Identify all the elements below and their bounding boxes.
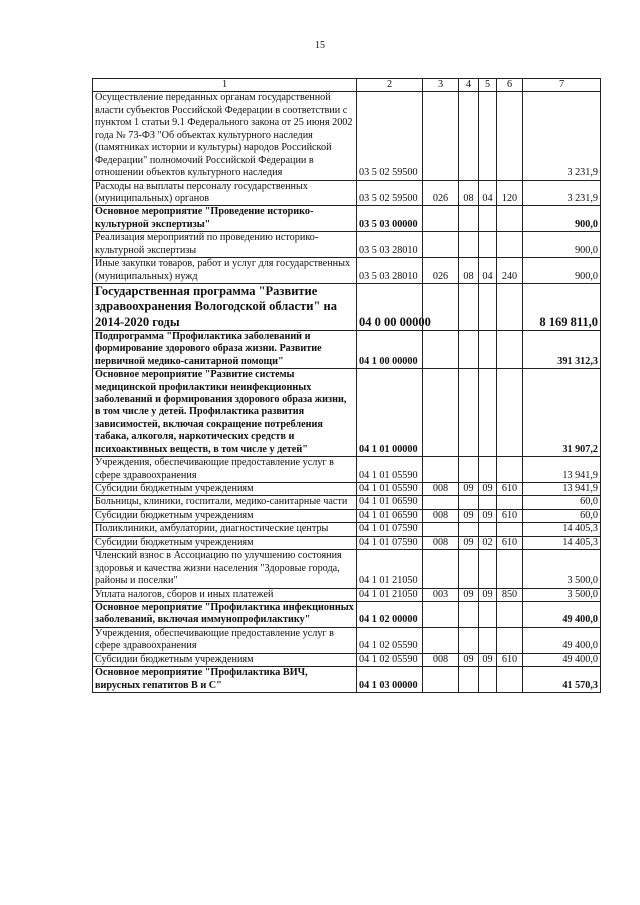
page-number: 15 [315,40,325,51]
row-administrator: 003 [423,588,459,601]
table-row [93,92,601,180]
row-target-code: 03 5 02 59500 [357,180,423,206]
row-expense-type [497,550,523,588]
row-subsection [479,627,497,653]
row-amount: 41 570,3 [523,667,601,693]
row-section [459,601,479,627]
table-row [93,509,601,522]
row-name: Основное мероприятие "Профилактика инфекционных заболеваний, включая иммунопрофилактику" [93,601,357,627]
row-target-code: 03 5 03 00000 [357,206,423,232]
row-subsection [479,550,497,588]
row-target-code: 04 1 01 06590 [357,496,423,509]
row-target-code: 04 1 02 05590 [357,653,423,666]
row-administrator: 008 [423,483,459,496]
row-expense-type: 240 [497,258,523,284]
row-amount: 49 400,0 [523,653,601,666]
row-expense-type: 120 [497,180,523,206]
row-name: Основное мероприятие "Профилактика ВИЧ, вирусных гепатитов В и С" [93,667,357,693]
row-amount: 3 500,0 [523,550,601,588]
table-row [93,180,601,206]
row-subsection [479,206,497,232]
row-section [459,496,479,509]
table-row [93,667,601,693]
row-target-code: 04 1 01 00000 [357,369,423,457]
row-expense-type [497,232,523,258]
row-section: 09 [459,509,479,522]
col-header-name: 1 [93,79,357,92]
row-subsection [479,92,497,180]
row-administrator [423,523,459,536]
row-administrator: 008 [423,536,459,549]
row-name: Членский взнос в Ассоциацию по улучшению состояния здоровья и качества жизни населения "Здоровые города, районы и поселки" [93,550,357,588]
table-row [93,523,601,536]
row-administrator [423,667,459,693]
row-target-code: 04 1 01 07590 [357,536,423,549]
row-target-code: 04 1 01 07590 [357,523,423,536]
table-row [93,496,601,509]
row-name: Подпрограмма "Профилактика заболеваний и формирование здорового образа жизни. Развитие первичной медико-санитарной помощи" [93,330,357,368]
row-administrator: 026 [423,258,459,284]
row-expense-type [497,92,523,180]
row-target-code: 04 1 02 05590 [357,627,423,653]
row-administrator [423,496,459,509]
row-expense-type: 610 [497,536,523,549]
row-amount: 3 500,0 [523,588,601,601]
row-name: Поликлиники, амбулатории, диагностические центры [93,523,357,536]
row-name: Субсидии бюджетным учреждениям [93,483,357,496]
row-amount: 391 312,3 [523,330,601,368]
row-subsection [479,369,497,457]
row-name: Субсидии бюджетным учреждениям [93,653,357,666]
row-target-code: 04 1 01 05590 [357,457,423,483]
row-expense-type [497,667,523,693]
row-expense-type [497,523,523,536]
table-row [93,330,601,368]
row-amount: 60,0 [523,496,601,509]
row-expense-type: 610 [497,653,523,666]
table-row [93,258,601,284]
row-section: 08 [459,180,479,206]
row-administrator [423,330,459,368]
row-section [459,232,479,258]
col-header-amount: 7 [523,79,601,92]
row-name: Субсидии бюджетным учреждениям [93,536,357,549]
table-row [93,284,601,331]
row-administrator [423,206,459,232]
row-subsection [479,457,497,483]
row-amount: 49 400,0 [523,601,601,627]
row-subsection [479,496,497,509]
row-subsection: 09 [479,483,497,496]
row-target-code: 04 1 02 00000 [357,601,423,627]
row-section: 09 [459,653,479,666]
row-name: Иные закупки товаров, работ и услуг для государственных (муниципальных) нужд [93,258,357,284]
col-header-subsection: 5 [479,79,497,92]
table-row [93,206,601,232]
table-row [93,627,601,653]
row-administrator [423,550,459,588]
row-name: Реализация мероприятий по проведению историко-культурной экспертизы [93,232,357,258]
row-target-code: 04 1 01 06590 [357,509,423,522]
table-row [93,601,601,627]
row-amount: 3 231,9 [523,180,601,206]
row-target-code: 04 1 00 00000 [357,330,423,368]
row-administrator: 008 [423,653,459,666]
row-subsection: 02 [479,536,497,549]
row-administrator: 008 [423,509,459,522]
row-amount: 60,0 [523,509,601,522]
row-target-code: 04 0 00 00000 [357,284,423,331]
row-name: Расходы на выплаты персоналу государственных (муниципальных) органов [93,180,357,206]
row-name: Государственная программа "Развитие здравоохранения Вологодской области" на 2014-2020 годы [93,284,357,331]
row-amount: 49 400,0 [523,627,601,653]
row-administrator [423,369,459,457]
col-header-expense-type: 6 [497,79,523,92]
row-name: Учреждения, обеспечивающие предоставление услуг в сфере здравоохранения [93,457,357,483]
row-administrator [423,627,459,653]
table-row [93,588,601,601]
row-target-code: 03 5 03 28010 [357,232,423,258]
row-subsection: 09 [479,588,497,601]
row-amount: 900,0 [523,206,601,232]
row-amount: 8 169 811,0 [523,284,601,331]
row-amount: 14 405,3 [523,523,601,536]
table-row [93,369,601,457]
row-amount: 3 231,9 [523,92,601,180]
row-subsection: 09 [479,509,497,522]
row-administrator [423,457,459,483]
col-header-section: 4 [459,79,479,92]
row-administrator: 026 [423,180,459,206]
row-amount: 14 405,3 [523,536,601,549]
table-row [93,483,601,496]
row-name: Осуществление переданных органам государственной власти субъектов Российской Федерации в соответствии с пунктом 1 статьи 9.1 Федерального закона от 25 июня 2002 года № 73-ФЗ "Об объектах культурного наследия (памятниках истории и культуры) народов Российской Федерации" полномочий Российской Федерации в отношении объектов культурного наследия [93,92,357,180]
row-expense-type [497,627,523,653]
row-section [459,284,479,331]
row-subsection: 04 [479,180,497,206]
row-section: 09 [459,588,479,601]
row-expense-type [497,206,523,232]
row-section: 09 [459,483,479,496]
table-row [93,653,601,666]
col-header-administrator: 3 [423,79,459,92]
row-expense-type [497,369,523,457]
row-name: Уплата налогов, сборов и иных платежей [93,588,357,601]
row-subsection: 04 [479,258,497,284]
row-section [459,92,479,180]
row-expense-type [497,457,523,483]
row-subsection [479,667,497,693]
table-row [93,232,601,258]
row-expense-type [497,284,523,331]
row-name: Основное мероприятие "Развитие системы медицинской профилактики неинфекционных заболеваний и формирования здорового образа жизни, в том числе у детей. Профилактика развития зависимостей, включая сокращение потребления табака, алкоголя, наркотических средств и психоактивных веществ, в том числе у детей" [93,369,357,457]
row-section [459,330,479,368]
row-amount: 31 907,2 [523,369,601,457]
row-amount: 13 941,9 [523,457,601,483]
row-section [459,369,479,457]
row-subsection [479,601,497,627]
table-row [93,457,601,483]
budget-table [92,78,601,693]
row-subsection: 09 [479,653,497,666]
row-section: 08 [459,258,479,284]
row-name: Учреждения, обеспечивающие предоставление услуг в сфере здравоохранения [93,627,357,653]
row-subsection [479,284,497,331]
row-section [459,550,479,588]
row-section [459,206,479,232]
table-row [93,536,601,549]
row-target-code: 03 5 02 59500 [357,92,423,180]
row-amount: 13 941,9 [523,483,601,496]
column-number-row [93,79,601,92]
row-name: Субсидии бюджетным учреждениям [93,509,357,522]
row-expense-type: 610 [497,509,523,522]
row-section [459,627,479,653]
row-expense-type: 850 [497,588,523,601]
row-target-code: 04 1 01 05590 [357,483,423,496]
row-name: Больницы, клиники, госпитали, медико-санитарные части [93,496,357,509]
table-row [93,550,601,588]
row-expense-type: 610 [497,483,523,496]
row-section [459,523,479,536]
row-administrator [423,92,459,180]
col-header-target-code: 2 [357,79,423,92]
row-name: Основное мероприятие "Проведение историко-культурной экспертизы" [93,206,357,232]
row-target-code: 04 1 03 00000 [357,667,423,693]
row-target-code: 04 1 01 21050 [357,550,423,588]
row-target-code: 04 1 01 21050 [357,588,423,601]
row-subsection [479,232,497,258]
row-expense-type [497,496,523,509]
row-amount: 900,0 [523,232,601,258]
row-subsection [479,330,497,368]
row-section [459,667,479,693]
row-amount: 900,0 [523,258,601,284]
row-section [459,457,479,483]
row-expense-type [497,601,523,627]
row-expense-type [497,330,523,368]
row-subsection [479,523,497,536]
row-administrator [423,232,459,258]
row-administrator [423,601,459,627]
row-section: 09 [459,536,479,549]
row-target-code: 03 5 03 28010 [357,258,423,284]
